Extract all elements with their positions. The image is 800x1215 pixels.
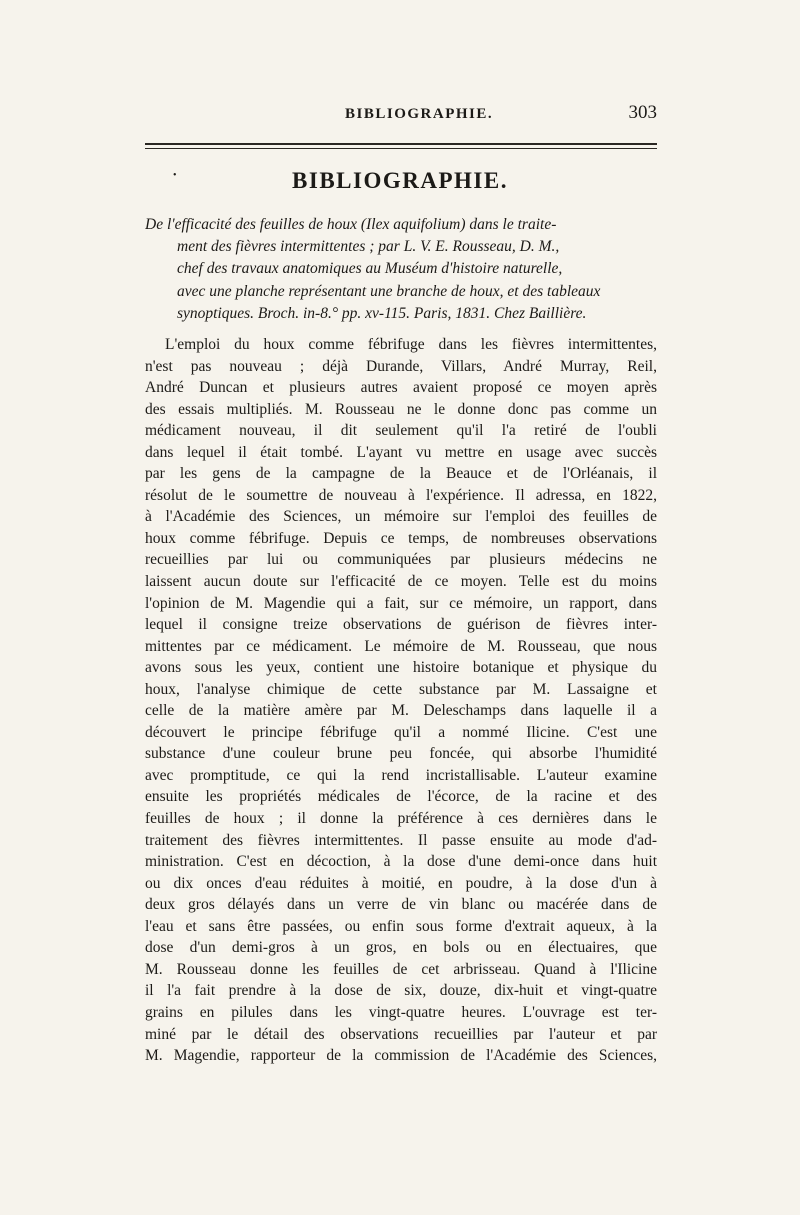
header-rule-thin xyxy=(145,148,657,149)
body-line: feuilles de houx ; il donne la préférence à ces dernières dans le xyxy=(145,810,657,828)
body-line: miné par le détail des observations recueillies par l'auteur et par xyxy=(145,1025,657,1043)
body-line: grains en pilules dans les vingt-quatre heures. L'ouvrage est ter- xyxy=(145,1003,657,1021)
ink-dot: • xyxy=(173,170,177,181)
body-line: M. Rousseau donne les feuilles de cet arbrisseau. Quand à l'Ilicine xyxy=(145,960,657,978)
page-number: 303 xyxy=(628,102,657,123)
body-line: résolut de le soumettre de nouveau à l'expérience. Il adressa, en 1822, xyxy=(145,486,657,504)
body-line: recueillies par lui ou communiquées par plusieurs médecins ne xyxy=(145,551,657,569)
body-line: M. Magendie, rapporteur de la commission de l'Académie des Sciences, xyxy=(145,1047,657,1065)
body-line: deux gros délayés dans un verre de vin blanc ou macérée dans de xyxy=(145,896,657,914)
body-line: celle de la matière amère par M. Deleschamps dans laquelle il a xyxy=(145,702,657,720)
body-line: dans lequel il était tombé. L'ayant vu mettre en usage avec succès xyxy=(145,443,657,461)
body-line: houx comme fébrifuge. Depuis ce temps, de nombreuses observations xyxy=(145,529,657,547)
body-line: avec promptitude, ce qui la rend incristallisable. L'auteur examine xyxy=(145,766,657,784)
body-line: André Duncan et plusieurs autres avaient proposé ce moyen après xyxy=(145,379,657,397)
body-line: traitement des fièvres intermittentes. Il passe ensuite au mode d'ad- xyxy=(145,831,657,849)
citation-line: chef des travaux anatomiques au Muséum d'histoire naturelle, xyxy=(177,260,563,278)
body-line: médicament nouveau, il dit seulement qu'il l'a retiré de l'oubli xyxy=(145,422,657,440)
body-line: l'opinion de M. Magendie qui a fait, sur ce mémoire, un rapport, dans xyxy=(145,594,657,612)
body-line: à l'Académie des Sciences, un mémoire sur l'emploi des feuilles de xyxy=(145,508,657,526)
citation-line: avec une planche représentant une branche de houx, et des tableaux xyxy=(177,282,601,300)
body-line: mittentes par ce médicament. Le mémoire de M. Rousseau, que nous xyxy=(145,637,657,655)
body-line: laissent aucun doute sur l'efficacité de ce moyen. Telle est du moins xyxy=(145,573,657,591)
body-line: l'eau et sans être passées, ou enfin sous forme d'extrait aqueux, à la xyxy=(145,917,657,935)
body-line: substance d'une couleur brune peu foncée, qui absorbe l'humidité xyxy=(145,745,657,763)
body-line: des essais multipliés. M. Rousseau ne le donne donc pas comme un xyxy=(145,400,657,418)
body-line: ou dix onces d'eau réduites à moitié, en poudre, à la dose d'un à xyxy=(145,874,657,892)
body-line: avons sous les yeux, contient une histoire botanique et physique du xyxy=(145,659,657,677)
citation-block xyxy=(145,214,657,325)
body-line: découvert le principe fébrifuge qu'il a nommé Ilicine. C'est une xyxy=(145,723,657,741)
header-rule-thick xyxy=(145,143,657,145)
body-line: dose d'un demi-gros à un gros, en bols ou en électuaires, que xyxy=(145,939,657,957)
body-line: ensuite les propriétés médicales de l'écorce, de la racine et des xyxy=(145,788,657,806)
body-paragraph xyxy=(145,334,657,1067)
body-line: ministration. C'est en décoction, à la dose d'une demi-once dans huit xyxy=(145,853,657,871)
citation-line: synoptiques. Broch. in-8.° pp. xv-115. Paris, 1831. Chez Baillière. xyxy=(177,304,587,322)
body-line: il l'a fait prendre à la dose de six, douze, dix-huit et vingt-quatre xyxy=(145,982,657,1000)
running-head xyxy=(145,100,657,130)
citation-line: De l'efficacité des feuilles de houx (Ilex aquifolium) dans le traite- xyxy=(145,216,557,233)
running-title: BIBLIOGRAPHIE. xyxy=(345,106,494,122)
body-line: houx, l'analyse chimique de cette substance par M. Lassaigne et xyxy=(145,680,657,698)
body-line: par les gens de la campagne de la Beauce et de l'Orléanais, il xyxy=(145,465,657,483)
citation-line: ment des fièvres intermittentes ; par L. V. E. Rousseau, D. M., xyxy=(177,238,560,256)
body-line: n'est pas nouveau ; déjà Durande, Villars, André Murray, Reil, xyxy=(145,357,657,375)
body-line: lequel il consigne treize observations de guérison de fièvres inter- xyxy=(145,616,657,634)
section-title: BIBLIOGRAPHIE. xyxy=(292,168,508,193)
body-line: L'emploi du houx comme fébrifuge dans les fièvres intermittentes, xyxy=(165,336,657,353)
